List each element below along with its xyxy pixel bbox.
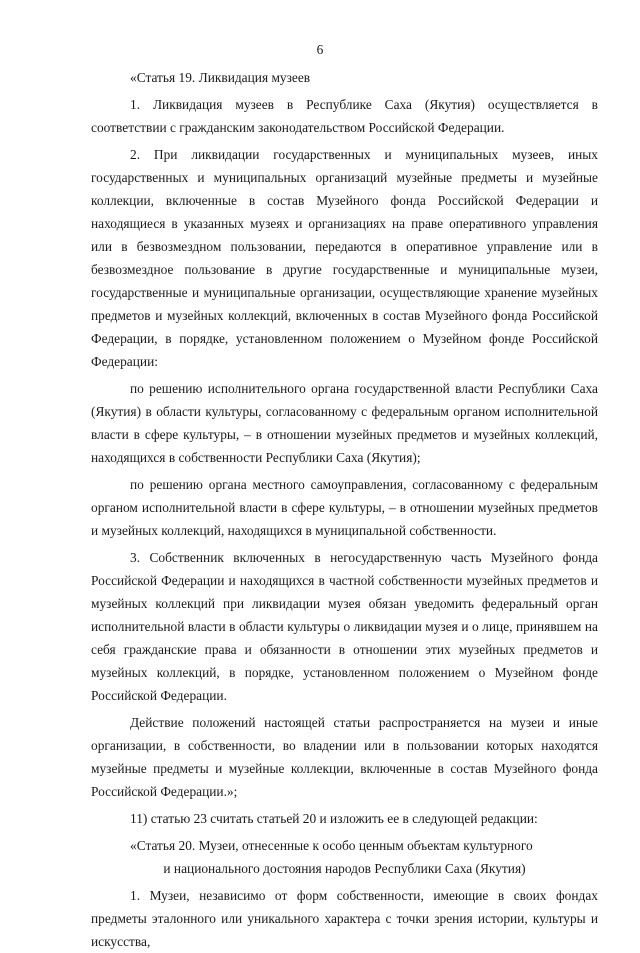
article-20-title-line-2: и национального достояния народов Республики Саха (Якутия)	[163, 861, 526, 876]
article-19-paragraph-1: 1. Ликвидация музеев в Республике Саха (Якутия) осуществляется в соответствии с гражданским законодательством Российской Федерации.	[91, 97, 598, 135]
article-20-paragraph-1: 1. Музеи, независимо от форм собственности, имеющие в своих фондах предметы эталонного или уникального характера с точки зрения истории, культуры и искусства,	[91, 888, 598, 949]
article-19-paragraph-3: 3. Собственник включенных в негосударственную часть Музейного фонда Российской Федерации и находящихся в частной собственности музейных предметов и музейных коллекций при ликвидации музея обязан уведомить федеральный орган исполнительной власти в области культуры о ликвидации музея и о лице, принявшем на себя гражданские права и обязанности в отношении этих музейных предметов и музейных коллекций, в порядке, установленном положением о Музейном фонде Российской Федерации.	[91, 550, 598, 703]
document-body	[91, 66, 598, 953]
article-19-paragraph-2-clause-2: по решению органа местного самоуправления, согласованному с федеральным органом исполнительной власти в сфере культуры, – в отношении музейных предметов и музейных коллекций, находящихся в муниципальной собственности.	[91, 477, 598, 538]
page-number: 6	[316, 42, 324, 57]
article-19-title: «Статья 19. Ликвидация музеев	[130, 70, 311, 85]
article-20-title-line-1: «Статья 20. Музеи, отнесенные к особо ценным объектам культурного	[130, 838, 533, 853]
amendment-11: 11) статью 23 считать статьей 20 и изложить ее в следующей редакции:	[130, 811, 538, 826]
article-19-paragraph-2-clause-1: по решению исполнительного органа государственной власти Республики Саха (Якутия) в области культуры, согласованному с федеральным органом исполнительной власти в сфере культуры, – в отношении музейных предметов и музейных коллекций, находящихся в собственности Республики Саха (Якутия);	[91, 381, 598, 465]
article-19-paragraph-4: Действие положений настоящей статьи распространяется на музеи и иные организации, в собственности, во владении или в пользовании которых находятся музейные предметы и музейные коллекции, включенные в состав Музейного фонда Российской Федерации.»;	[91, 715, 598, 799]
article-19-paragraph-2: 2. При ликвидации государственных и муниципальных музеев, иных государственных и муниципальных организаций музейные предметы и музейные коллекции, включенные в состав Музейного фонда Российской Федерации и находящиеся в указанных музеях и организациях на праве оперативного управления или в безвозмездном пользовании, передаются в оперативное управление или в безвозмездное пользование в другие государственные и муниципальные музеи, государственные и муниципальные организации, осуществляющие хранение музейных предметов и музейных коллекций, включенных в состав Музейного фонда Российской Федерации, в порядке, установленном положением о Музейном фонде Российской Федерации:	[91, 147, 598, 369]
